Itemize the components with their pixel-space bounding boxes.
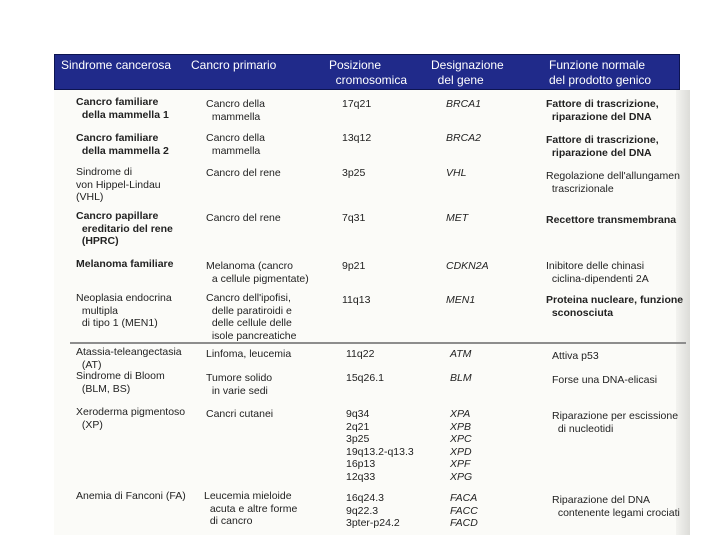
row-function: Riparazione del DNA contenente legami crociati (552, 494, 680, 519)
row-syndrome: Cancro papillare ereditario del rene (HPRC) (76, 210, 173, 247)
row-primary-cancer: Leucemia mieloide acuta e altre forme di cancro (204, 490, 298, 527)
row-primary-cancer: Melanoma (cancro a cellule pigmentate) (206, 260, 309, 285)
row-position: 7q31 (342, 212, 366, 224)
row-function: Forse una DNA-elicasi (552, 374, 658, 386)
row-position: 15q26.1 (346, 372, 384, 384)
row-position: 9p21 (342, 260, 366, 272)
row-gene: MEN1 (446, 294, 476, 306)
row-syndrome: Cancro familiare della mammella 1 (76, 96, 169, 121)
row-syndrome: Xeroderma pigmentoso (XP) (76, 406, 186, 431)
row-function: Attiva p53 (552, 350, 599, 362)
header-chromosomal-position: Posizione cromosomica (329, 58, 408, 87)
row-syndrome: Sindrome di Bloom (BLM, BS) (76, 370, 165, 395)
row-gene: FACA FACC FACD (450, 492, 478, 529)
section-divider (70, 342, 686, 344)
header-syndrome: Sindrome cancerosa (61, 58, 172, 72)
row-gene: VHL (446, 167, 467, 179)
header-normal-function: Funzione normale del prodotto genico (549, 58, 652, 87)
row-function: Fattore di trascrizione, riparazione del DNA (546, 98, 659, 123)
row-gene: CDKN2A (446, 260, 489, 272)
row-syndrome: Neoplasia endocrina multipla di tipo 1 (MEN1) (76, 292, 172, 329)
row-primary-cancer: Linfoma, leucemia (206, 348, 292, 360)
row-function: Proteina nucleare, funzione sconosciuta (546, 294, 684, 319)
row-function: Inibitore delle chinasi ciclina-dipendenti 2A (546, 260, 649, 285)
row-position: 13q12 (342, 132, 372, 144)
row-position: 11q13 (342, 294, 371, 306)
row-primary-cancer: Tumore solido in varie sedi (206, 372, 273, 397)
row-function: Regolazione dell'allungamen trascrizionale (546, 170, 680, 195)
row-syndrome: Anemia di Fanconi (FA) (76, 490, 186, 502)
row-function: Recettore transmembrana (546, 214, 677, 226)
row-syndrome: Melanoma familiare (76, 258, 174, 270)
row-syndrome: Cancro familiare della mammella 2 (76, 132, 169, 157)
table-header (54, 54, 680, 90)
row-gene: BRCA1 (446, 98, 482, 110)
scanned-table (54, 90, 690, 535)
row-function: Riparazione per escissione di nucleotidi (552, 410, 679, 435)
header-gene-designation: Designazione del gene (431, 58, 504, 87)
row-primary-cancer: Cancri cutanei (206, 408, 274, 420)
row-function: Fattore di trascrizione, riparazione del DNA (546, 134, 659, 159)
row-primary-cancer: Cancro della mammella (206, 98, 265, 123)
row-gene: BRCA2 (446, 132, 482, 144)
row-gene: ATM (450, 348, 472, 360)
row-position: 3p25 (342, 167, 366, 179)
row-primary-cancer: Cancro del rene (206, 212, 281, 224)
row-primary-cancer: Cancro della mammella (206, 132, 265, 157)
row-position: 9q34 2q21 3p25 19q13.2-q13.3 16p13 12q33 (346, 408, 414, 483)
row-syndrome: Atassia-teleangectasia (AT) (76, 346, 182, 371)
row-gene: MET (446, 212, 469, 224)
row-position: 16q24.3 9q22.3 3pter-p24.2 (346, 492, 400, 529)
header-primary-cancer: Cancro primario (191, 58, 277, 72)
row-position: 11q22 (346, 348, 375, 360)
row-gene: BLM (450, 372, 472, 384)
row-syndrome: Sindrome di von Hippel-Lindau (VHL) (76, 166, 161, 203)
row-gene: XPA XPB XPC XPD XPF XPG (450, 408, 473, 483)
row-primary-cancer: Cancro del rene (206, 167, 281, 179)
row-position: 17q21 (342, 98, 372, 110)
row-primary-cancer: Cancro dell'ipofisi, delle paratiroidi e delle cellule delle isole pancreatiche (206, 292, 297, 342)
